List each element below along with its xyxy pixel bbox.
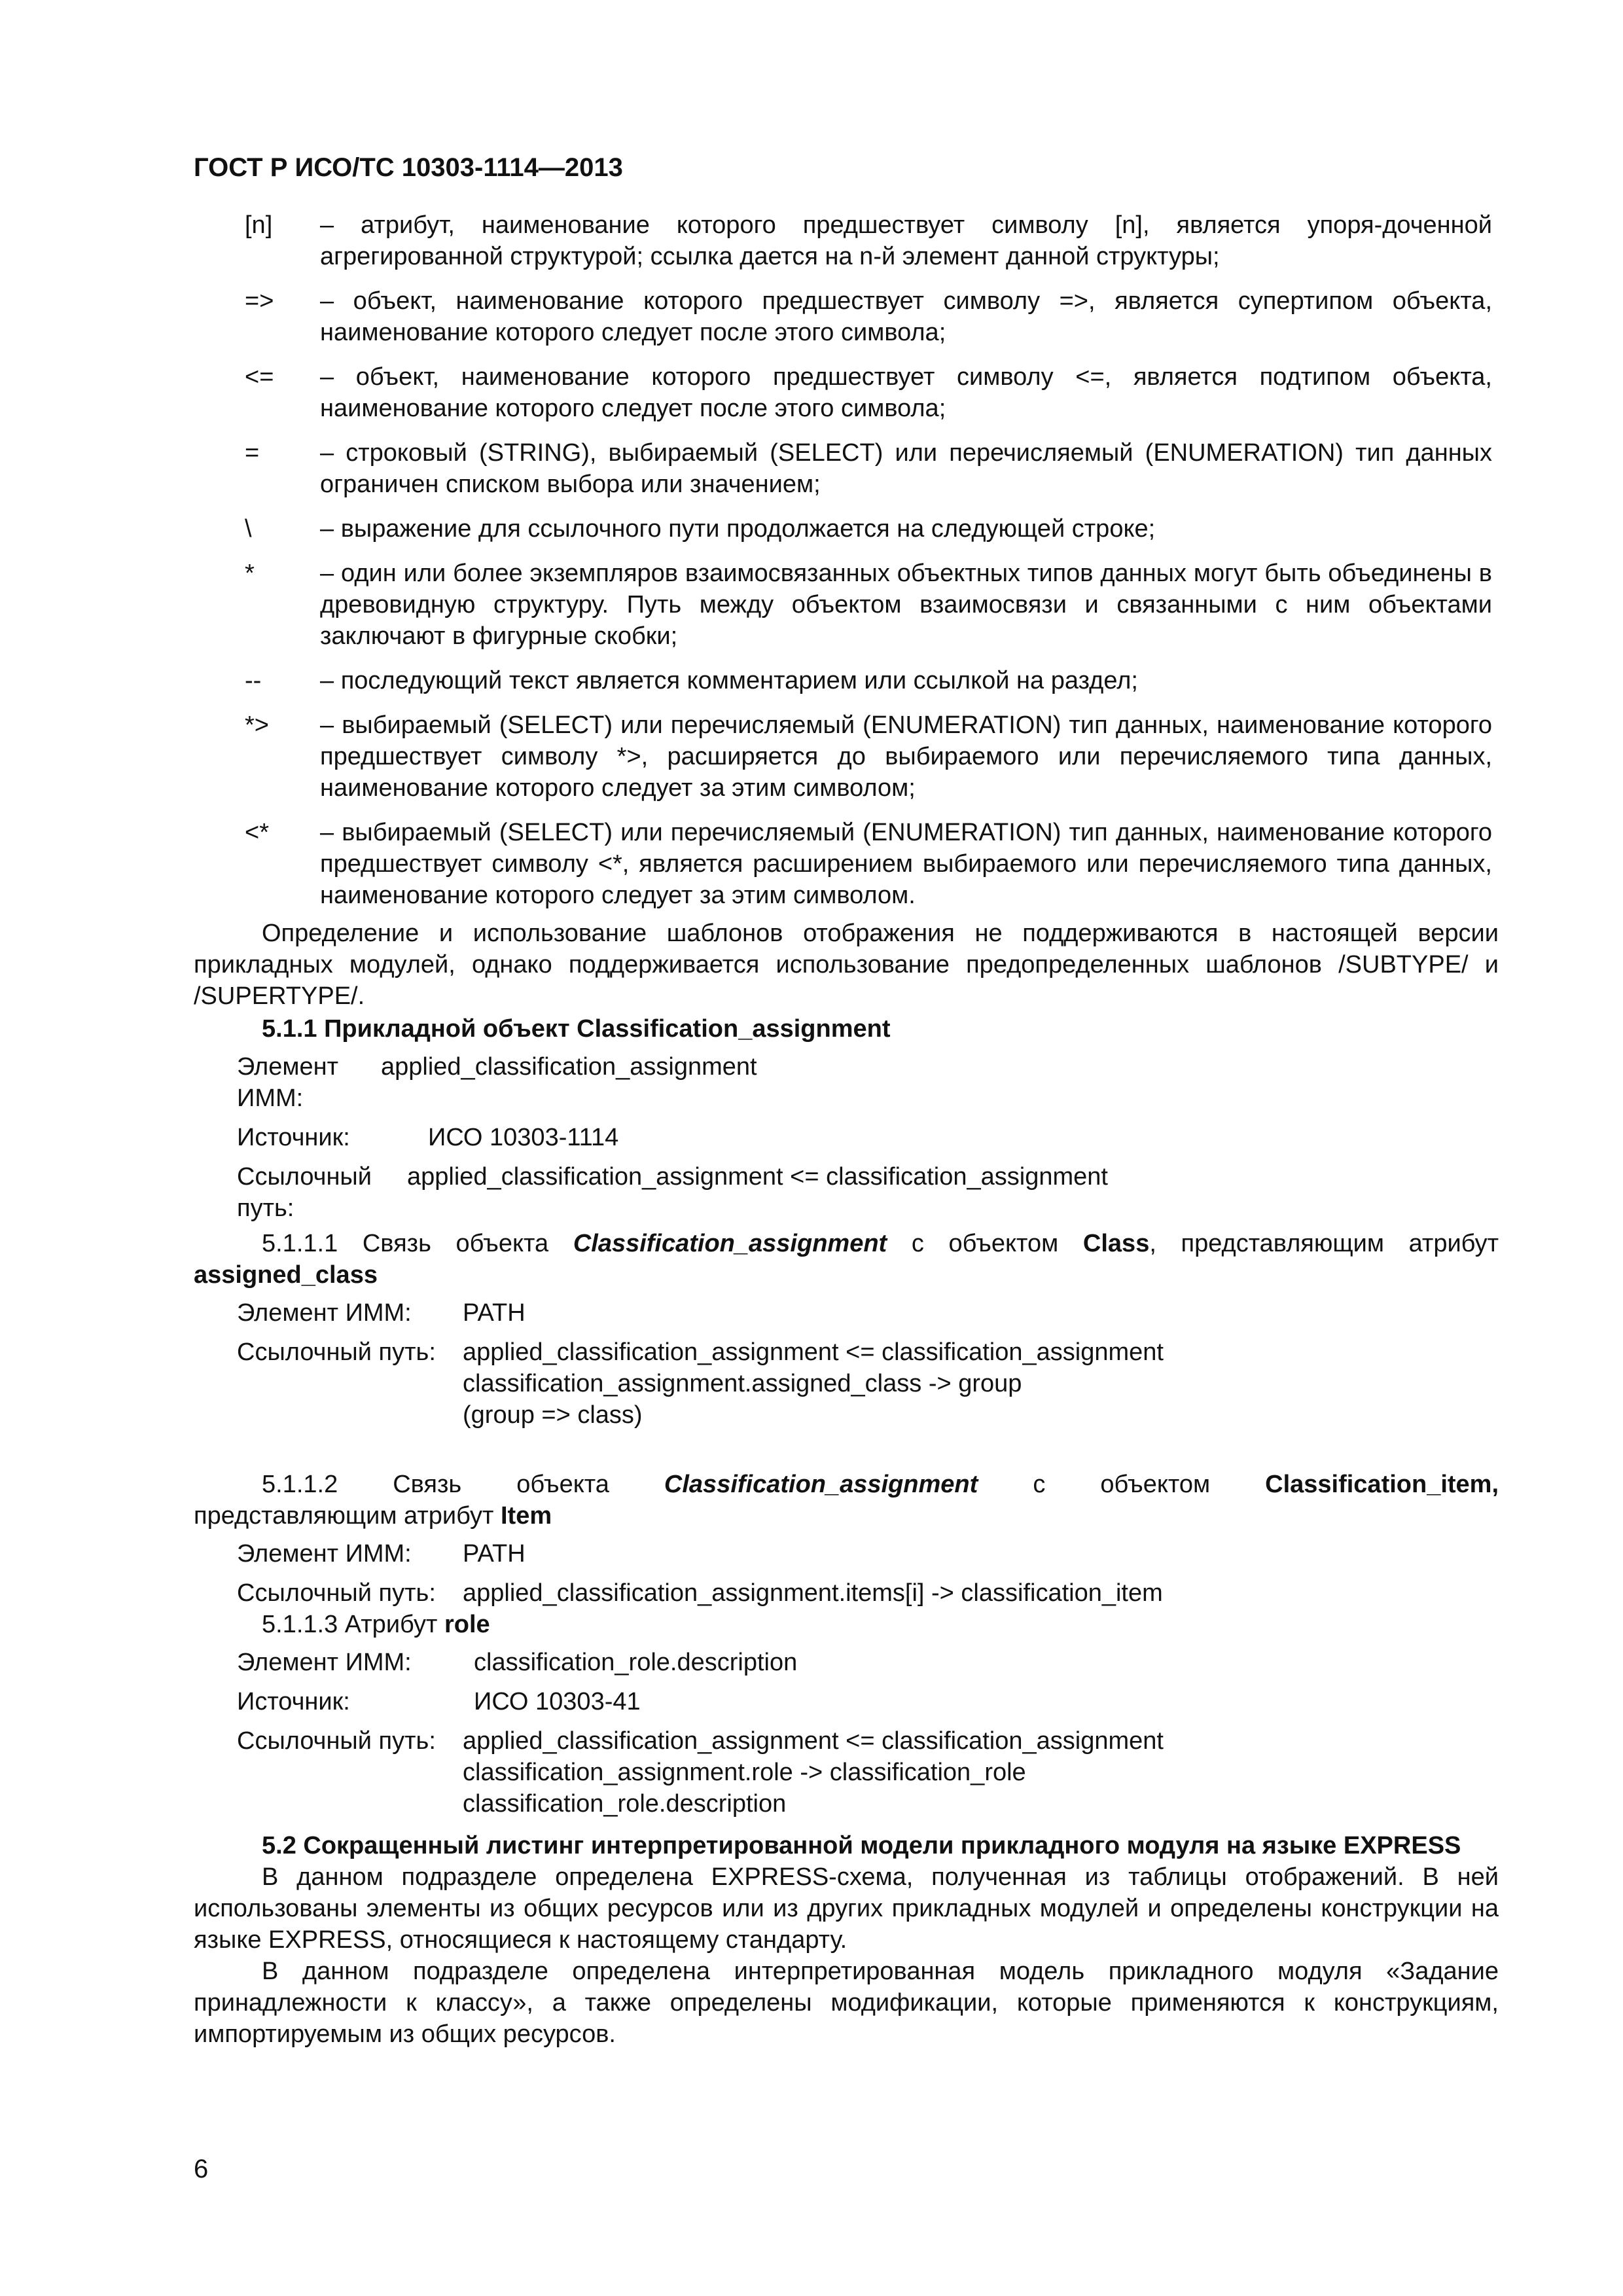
target-object-name: Class (1082, 1230, 1150, 1257)
row-value: applied_classification_assignment (381, 1053, 757, 1081)
row-label: Элемент ИММ: (237, 1540, 412, 1568)
value-line: (group => class) (463, 1401, 643, 1429)
section-heading: 5.2 Сокращенный листинг интерпретированной модели прикладного модуля на языке EXPRESS (262, 1832, 1461, 1859)
section-number: 5.1.1.3 Атрибут (262, 1611, 438, 1638)
attribute-name: role (444, 1611, 490, 1638)
row-label: Элемент ИММ: (237, 1649, 412, 1676)
heading-text: , представляющим атрибут (1149, 1230, 1499, 1257)
attribute-name: assigned_class (194, 1261, 378, 1289)
mapping-row (194, 1122, 1499, 1153)
list-item (245, 209, 1492, 272)
row-value (474, 1686, 1499, 1717)
row-value (474, 1647, 1499, 1678)
section-5-1-1-3 (194, 1609, 1499, 1827)
subsection-heading (194, 1609, 1499, 1640)
mapping-row (194, 1161, 1499, 1224)
mapping-row (194, 1577, 1499, 1609)
object-name: Classification_assignment (573, 1230, 887, 1257)
page-number: 6 (194, 2155, 209, 2183)
symbol-description: – последующий текст является комментарием или ссылкой на раздел; (320, 667, 1138, 694)
standard-header: ГОСТ Р ИСО/ТС 10303-1114—2013 (194, 153, 623, 182)
row-value (463, 1336, 1499, 1431)
mapping-row (194, 1336, 1499, 1431)
row-label: Источник: (237, 1688, 350, 1715)
value-line: applied_classification_assignment <= classification_assignment (463, 1727, 1164, 1755)
row-label: Ссылочный путь: (237, 1727, 436, 1755)
mapping-row (194, 1297, 1499, 1329)
symbol-description: – объект, наименование которого предшествует символу <=, является подтипом объекта, наименование которого следует после этого символа; (320, 363, 1492, 422)
subsection-heading (194, 1469, 1499, 1500)
list-item (245, 285, 1492, 348)
section-5-1-1-2 (194, 1469, 1499, 1617)
section-heading: 5.1.1 Прикладной объект Classification_assignment (262, 1015, 891, 1043)
row-label: Ссылочный путь: (237, 1338, 436, 1366)
section-number: 5.1.1.2 (262, 1471, 338, 1498)
row-value (463, 1725, 1499, 1820)
list-item (245, 817, 1492, 911)
heading-text: Связь (393, 1471, 462, 1498)
symbol: <* (245, 819, 269, 846)
row-value (463, 1297, 1499, 1329)
section-number: 5.1.1.1 (262, 1230, 338, 1257)
mapping-row (194, 1051, 1499, 1114)
symbol-description: – выражение для ссылочного пути продолжается на следующей строке; (320, 515, 1156, 543)
heading-text: объектом (1100, 1471, 1211, 1498)
row-value: applied_classification_assignment <= classification_assignment (407, 1163, 1108, 1191)
row-value: ИСО 10303-1114 (428, 1124, 619, 1151)
list-item (245, 513, 1492, 545)
value-line: classification_role.description (474, 1649, 798, 1676)
mapping-row (194, 1686, 1499, 1717)
row-label: Элемент ИММ: (237, 1299, 412, 1327)
row-value (463, 1577, 1499, 1609)
value-line: classification_assignment.role -> classification_role (463, 1759, 1026, 1786)
attribute-name: Item (501, 1502, 552, 1530)
symbol: [n] (245, 211, 273, 239)
symbol-description: – выбираемый (SELECT) или перечисляемый (ENUMERATION) тип данных, наименование которого предшествует символу <*, является расширением выбираемого или перечисляемого типа данных, наименование которого следует за этим символом. (320, 819, 1492, 909)
section-5-1-1 (194, 1013, 1499, 1232)
symbol: = (245, 439, 260, 467)
attribute-name-line (194, 1259, 1499, 1291)
value-line: classification_role.description (463, 1790, 787, 1818)
row-label: Ссылочный путь: (237, 1163, 372, 1222)
intro-paragraph: Определение и использование шаблонов отображения не поддерживаются в настоящей версии прикладных модулей, однако поддерживается использование предопределенных шаблонов /SUBTYPE/ и /SUPERTYPE/. (194, 920, 1499, 1010)
value-line: PATH (463, 1540, 526, 1568)
heading-text: с объектом (911, 1230, 1059, 1257)
paragraph: В данном подразделе определена интерпретированная модель прикладного модуля «Задание принадлежности к классу», а также определены модификации, которые применяются к конструкциям, импортируемым из общих ресурсов. (194, 1958, 1499, 2048)
symbol-list (245, 209, 1492, 924)
heading-text: Связь объекта (362, 1230, 549, 1257)
row-label: Элемент ИММ: (237, 1053, 339, 1112)
heading-text: объекта (516, 1471, 609, 1498)
mapping-row (194, 1725, 1499, 1820)
subsection-heading (194, 1228, 1499, 1259)
symbol: \ (245, 515, 252, 543)
list-item (245, 665, 1492, 696)
row-value (463, 1538, 1499, 1570)
symbol: *> (245, 711, 269, 739)
value-line: PATH (463, 1299, 526, 1327)
symbol: * (245, 560, 255, 587)
intro-paragraph-block (194, 918, 1499, 1012)
heading-text: представляющим атрибут (194, 1502, 494, 1530)
row-label: Ссылочный путь: (237, 1579, 436, 1607)
list-item (245, 437, 1492, 500)
target-object-name: Classification_item, (1265, 1471, 1499, 1498)
section-5-1-1-1 (194, 1228, 1499, 1439)
list-item (245, 361, 1492, 424)
paragraph: В данном подразделе определена EXPRESS-схема, полученная из таблицы отображений. В ней использованы элементы из общих ресурсов или из других прикладных модулей и определены конструкции на языке EXPRESS, относящиеся к настоящему стандарту. (194, 1863, 1499, 1954)
row-label: Источник: (237, 1124, 350, 1151)
heading-text: с (1033, 1471, 1046, 1498)
list-item (245, 558, 1492, 652)
value-line: applied_classification_assignment.items[i] -> classification_item (463, 1579, 1163, 1607)
list-item (245, 709, 1492, 804)
symbol-description: – объект, наименование которого предшествует символу =>, является супертипом объекта, наименование которого следует после этого символа; (320, 287, 1492, 346)
symbol: -- (245, 667, 262, 694)
symbol-description: – выбираемый (SELECT) или перечисляемый (ENUMERATION) тип данных, наименование которого предшествует символу *>, расширяется до выбираемого или перечисляемого типа данных, наименование которого следует за этим символом; (320, 711, 1492, 802)
symbol: <= (245, 363, 274, 391)
mapping-row (194, 1538, 1499, 1570)
mapping-row (194, 1647, 1499, 1678)
value-line: applied_classification_assignment <= classification_assignment (463, 1338, 1164, 1366)
symbol-description: – один или более экземпляров взаимосвязанных объектных типов данных могут быть объединены в древовидную структуру. Путь между объектом взаимосвязи и связанными с ним объектами заключают в фигурные скобки; (320, 560, 1492, 650)
symbol: => (245, 287, 274, 315)
attribute-line (194, 1500, 1499, 1532)
value-line: classification_assignment.assigned_class -> group (463, 1370, 1022, 1397)
section-5-2 (194, 1830, 1499, 2050)
symbol-description: – строковый (STRING), выбираемый (SELECT) или перечисляемый (ENUMERATION) тип данных ограничен списком выбора или значением; (320, 439, 1492, 498)
value-line: ИСО 10303-41 (474, 1688, 641, 1715)
object-name: Classification_assignment (664, 1471, 978, 1498)
symbol-description: – атрибут, наименование которого предшествует символу [n], является упоря-доченной агрегированной структурой; ссылка дается на n-й элемент данной структуры; (320, 211, 1492, 270)
